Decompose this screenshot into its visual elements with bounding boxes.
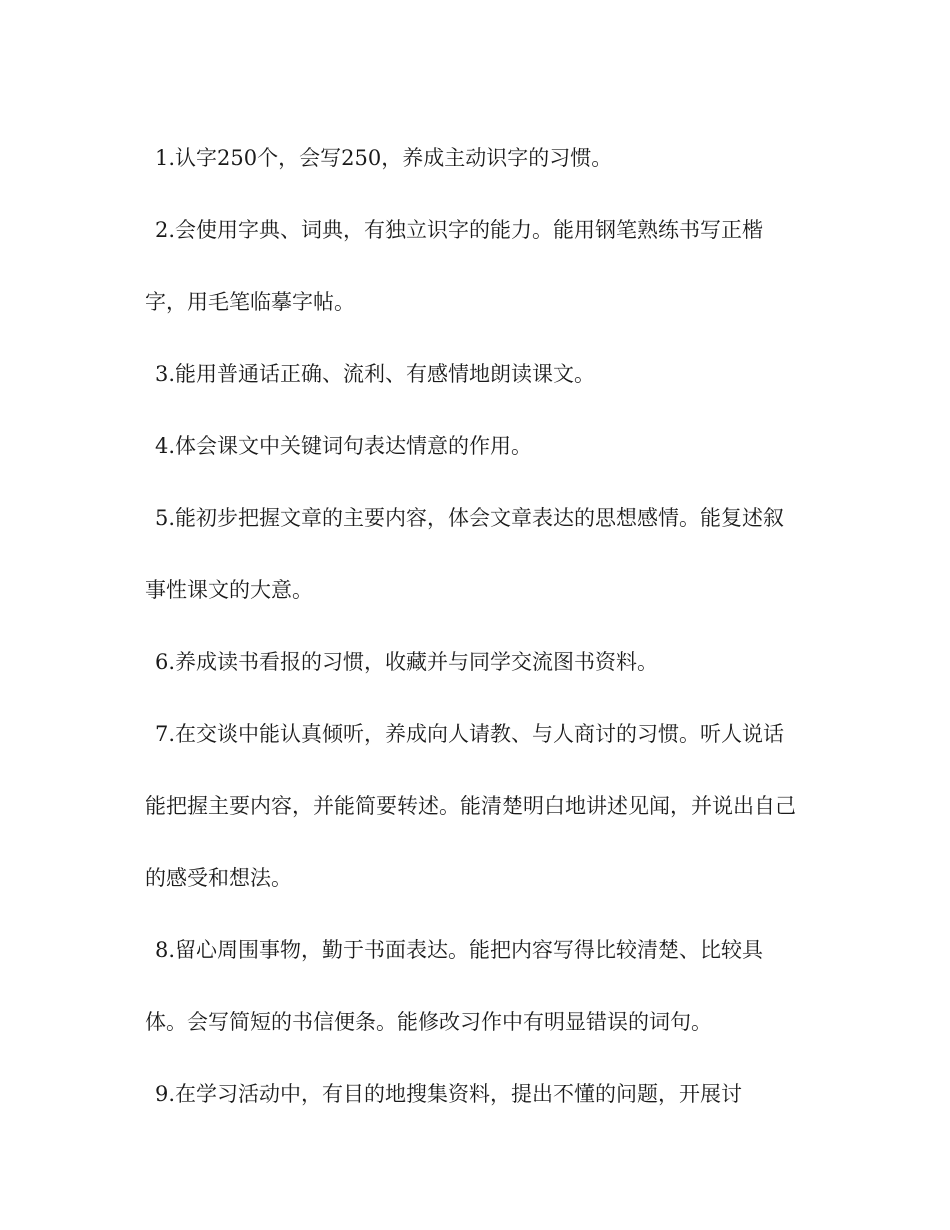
list-item: 9.在学习活动中，有目的地搜集资料，提出不懂的问题，开展讨 — [155, 1082, 743, 1106]
list-item: 3.能用普通话正确、流利、有感情地朗读课文。 — [155, 362, 596, 386]
list-item: 8.留心周围事物，勤于书面表达。能把内容写得比较清楚、比较具体。会写简短的书信便条。能修改习作中有明显错误的词句。 — [145, 938, 764, 1034]
list-item: 2.会使用字典、词典，有独立识字的能力。能用钢笔熟练书写正楷字，用毛笔临摹字帖。 — [145, 218, 764, 314]
list-item: 1.认字250个，会写250，养成主动识字的习惯。 — [155, 146, 613, 170]
document-body — [145, 122, 805, 1130]
list-item: 7.在交谈中能认真倾听，养成向人请教、与人商讨的习惯。听人说话能把握主要内容，并能简要转述。能清楚明白地讲述见闻，并说出自己的感受和想法。 — [145, 722, 796, 890]
list-item: 5.能初步把握文章的主要内容，体会文章表达的思想感情。能复述叙事性课文的大意。 — [145, 506, 785, 602]
list-item: 4.体会课文中关键词句表达情意的作用。 — [155, 434, 533, 458]
list-item: 6.养成读书看报的习惯，收藏并与同学交流图书资料。 — [155, 650, 659, 674]
